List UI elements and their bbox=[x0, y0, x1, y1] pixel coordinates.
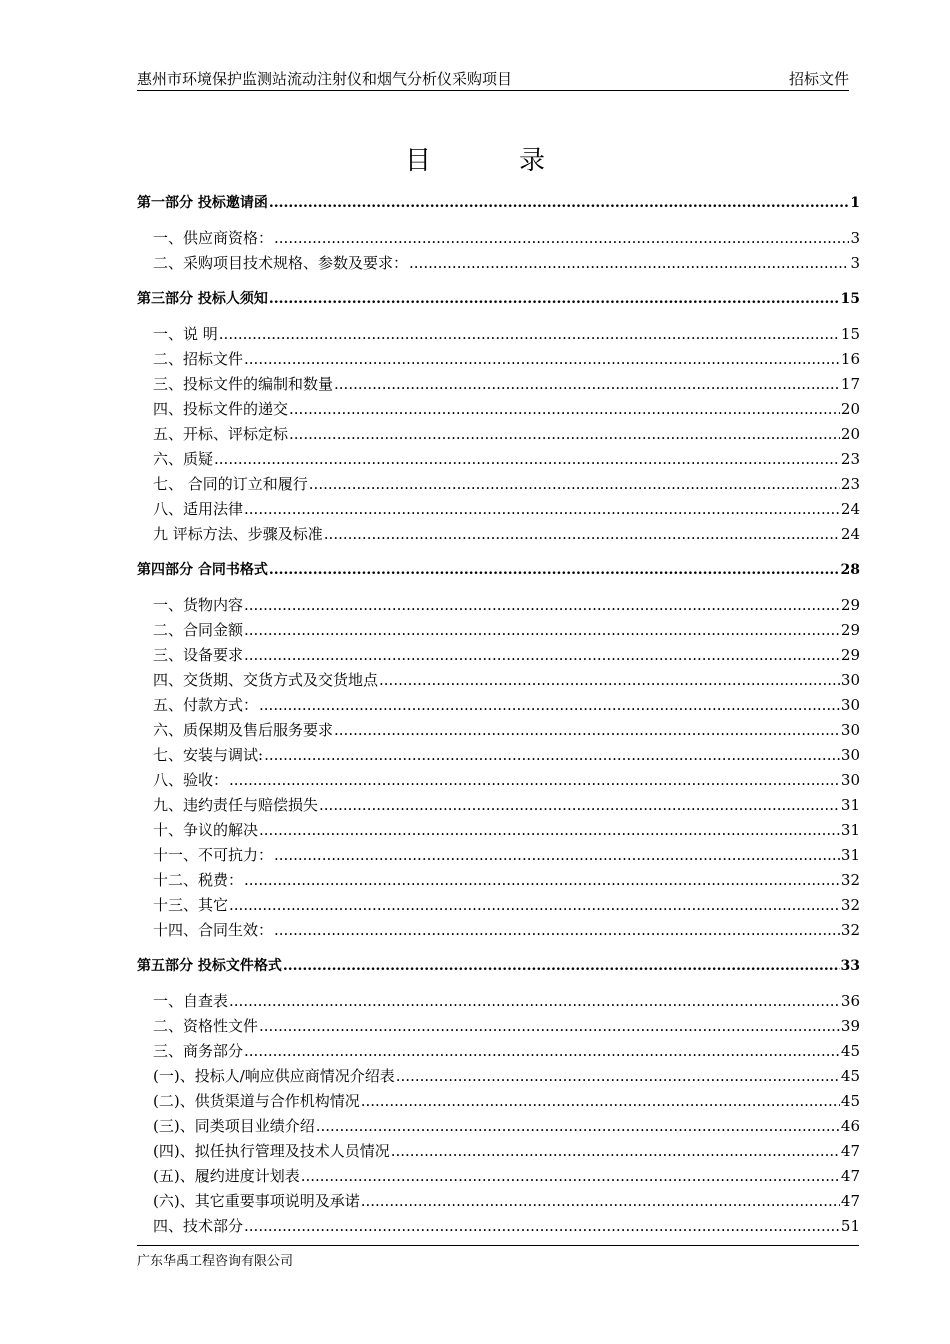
toc-entry[interactable] bbox=[137, 347, 860, 372]
toc-entry-label: 二、资格性文件 bbox=[153, 1017, 259, 1035]
toc-entry[interactable] bbox=[137, 226, 860, 251]
toc-entry[interactable] bbox=[137, 618, 860, 643]
toc-entry[interactable] bbox=[137, 497, 860, 522]
toc-page-number: 47 bbox=[840, 1167, 860, 1185]
toc-leader-dots bbox=[244, 497, 840, 522]
toc-page-number: 15 bbox=[840, 325, 860, 343]
toc-entry[interactable] bbox=[137, 1114, 860, 1139]
toc-part-entry[interactable] bbox=[137, 288, 860, 310]
toc-page-number: 29 bbox=[840, 646, 860, 664]
toc-entry-label: 十一、不可抗力： bbox=[153, 846, 274, 864]
toc-entry[interactable] bbox=[137, 643, 860, 668]
toc-entry-label: 四、技术部分 bbox=[153, 1217, 244, 1235]
toc-entry[interactable] bbox=[137, 918, 860, 943]
toc-leader-dots bbox=[259, 693, 840, 718]
toc-entry[interactable] bbox=[137, 322, 860, 347]
toc-leader-dots bbox=[269, 192, 849, 214]
table-of-contents bbox=[137, 192, 860, 1239]
toc-page-number: 3 bbox=[850, 229, 860, 247]
toc-entry-label: (五)、履约进度计划表 bbox=[153, 1167, 300, 1185]
toc-page-number: 31 bbox=[840, 796, 860, 814]
toc-page-number: 28 bbox=[840, 562, 860, 578]
toc-entry-label: 八、适用法律 bbox=[153, 500, 244, 518]
toc-entry-label: 一、供应商资格： bbox=[153, 229, 274, 247]
toc-entry-label: 二、招标文件 bbox=[153, 350, 244, 368]
toc-page-number: 30 bbox=[840, 696, 860, 714]
toc-page-number: 32 bbox=[840, 921, 860, 939]
toc-leader-dots bbox=[229, 989, 840, 1014]
toc-entry[interactable] bbox=[137, 522, 860, 547]
page-header bbox=[137, 68, 849, 91]
toc-entry-label: 六、质保期及售后服务要求 bbox=[153, 721, 334, 739]
toc-entry[interactable] bbox=[137, 1089, 860, 1114]
toc-leader-dots bbox=[274, 918, 840, 943]
toc-entry-label: 三、设备要求 bbox=[153, 646, 244, 664]
toc-leader-dots bbox=[219, 322, 840, 347]
toc-page-number: 3 bbox=[850, 254, 860, 272]
toc-page-number: 29 bbox=[840, 621, 860, 639]
toc-entry-label: 十四、合同生效： bbox=[153, 921, 274, 939]
toc-entry[interactable] bbox=[137, 868, 860, 893]
toc-leader-dots bbox=[259, 818, 840, 843]
toc-entry-label: 一、说 明 bbox=[153, 325, 218, 343]
toc-page-number: 1 bbox=[850, 195, 860, 211]
header-project-title: 惠州市环境保护监测站流动注射仪和烟气分析仪采购项目 bbox=[137, 70, 513, 88]
toc-leader-dots bbox=[361, 1089, 840, 1114]
toc-page-number: 30 bbox=[840, 746, 860, 764]
toc-entry-label: 七、 合同的订立和履行 bbox=[153, 475, 308, 493]
toc-page-number: 15 bbox=[840, 291, 860, 307]
toc-leader-dots bbox=[229, 768, 840, 793]
toc-entry[interactable] bbox=[137, 372, 860, 397]
toc-leader-dots bbox=[334, 372, 840, 397]
toc-entry-label: 二、采购项目技术规格、参数及要求： bbox=[153, 254, 409, 272]
toc-page-number: 33 bbox=[840, 958, 860, 974]
toc-entry[interactable] bbox=[137, 743, 860, 768]
footer-divider bbox=[137, 1245, 859, 1246]
toc-leader-dots bbox=[229, 893, 840, 918]
toc-entry[interactable] bbox=[137, 793, 860, 818]
toc-leader-dots bbox=[244, 868, 840, 893]
toc-page-number: 31 bbox=[840, 846, 860, 864]
toc-entry-label: (三)、同类项目业绩介绍 bbox=[153, 1117, 315, 1135]
toc-entry-label: (二)、供货渠道与合作机构情况 bbox=[153, 1092, 360, 1110]
toc-leader-dots bbox=[244, 643, 840, 668]
toc-entry[interactable] bbox=[137, 1014, 860, 1039]
toc-entry-label: 一、自查表 bbox=[153, 992, 229, 1010]
toc-page-number: 24 bbox=[840, 500, 860, 518]
header-doc-type: 招标文件 bbox=[788, 70, 849, 88]
toc-entry-label: 七、安装与调试: bbox=[153, 746, 264, 764]
toc-leader-dots bbox=[244, 1214, 840, 1239]
toc-title-char-2: 录 bbox=[519, 146, 546, 176]
toc-entry-label: 五、付款方式： bbox=[153, 696, 259, 714]
toc-leader-dots bbox=[244, 593, 840, 618]
toc-entry[interactable] bbox=[137, 1039, 860, 1064]
toc-leader-dots bbox=[283, 955, 840, 977]
toc-page-number: 51 bbox=[840, 1217, 860, 1235]
toc-page-number: 30 bbox=[840, 771, 860, 789]
toc-entry-label: 三、投标文件的编制和数量 bbox=[153, 375, 334, 393]
toc-leader-dots bbox=[259, 1014, 840, 1039]
toc-entry[interactable] bbox=[137, 843, 860, 868]
toc-leader-dots bbox=[274, 226, 849, 251]
toc-entry-label: (一)、投标人/响应供应商情况介绍表 bbox=[153, 1067, 395, 1085]
toc-entry-label: 八、验收： bbox=[153, 771, 229, 789]
toc-leader-dots bbox=[289, 397, 840, 422]
toc-leader-dots bbox=[379, 668, 840, 693]
toc-entry[interactable] bbox=[137, 668, 860, 693]
toc-page-number: 47 bbox=[840, 1142, 860, 1160]
toc-leader-dots bbox=[289, 422, 840, 447]
toc-entry-label: 第四部分 合同书格式 bbox=[137, 562, 268, 578]
toc-page-number: 16 bbox=[840, 350, 860, 368]
toc-page-number: 47 bbox=[840, 1192, 860, 1210]
toc-entry-label: 三、商务部分 bbox=[153, 1042, 244, 1060]
toc-leader-dots bbox=[316, 1114, 840, 1139]
toc-entry-label: 四、交货期、交货方式及交货地点 bbox=[153, 671, 379, 689]
toc-page-number: 23 bbox=[840, 450, 860, 468]
toc-entry[interactable] bbox=[137, 693, 860, 718]
toc-entry[interactable] bbox=[137, 989, 860, 1014]
toc-leader-dots bbox=[319, 793, 840, 818]
toc-entry-label: 十二、税费： bbox=[153, 871, 244, 889]
toc-part-entry[interactable] bbox=[137, 955, 860, 977]
toc-leader-dots bbox=[391, 1139, 840, 1164]
toc-entry-label: 九 评标方法、步骤及标准 bbox=[153, 525, 323, 543]
toc-page-number: 24 bbox=[840, 525, 860, 543]
toc-page-number: 30 bbox=[840, 671, 860, 689]
toc-entry-label: 五、开标、评标定标 bbox=[153, 425, 289, 443]
toc-leader-dots bbox=[301, 1164, 840, 1189]
toc-leader-dots bbox=[244, 347, 840, 372]
toc-leader-dots bbox=[334, 718, 840, 743]
toc-page-number: 20 bbox=[840, 400, 860, 418]
toc-leader-dots bbox=[244, 618, 840, 643]
toc-entry[interactable] bbox=[137, 1064, 860, 1089]
toc-entry[interactable] bbox=[137, 1189, 860, 1214]
toc-entry[interactable] bbox=[137, 893, 860, 918]
toc-entry-label: 九、违约责任与赔偿损失 bbox=[153, 796, 319, 814]
toc-entry-label: 六、质疑 bbox=[153, 450, 214, 468]
toc-entry-label: 第一部分 投标邀请函 bbox=[137, 195, 268, 211]
toc-leader-dots bbox=[396, 1064, 840, 1089]
toc-title-char-1: 目 bbox=[404, 146, 431, 176]
toc-entry[interactable] bbox=[137, 422, 860, 447]
toc-leader-dots bbox=[409, 251, 849, 276]
toc-entry[interactable] bbox=[137, 593, 860, 618]
toc-leader-dots bbox=[274, 843, 840, 868]
toc-entry[interactable] bbox=[137, 251, 860, 276]
toc-page-number: 45 bbox=[840, 1067, 860, 1085]
toc-entry-label: (四)、拟任执行管理及技术人员情况 bbox=[153, 1142, 390, 1160]
toc-page-number: 46 bbox=[840, 1117, 860, 1135]
toc-entry[interactable] bbox=[137, 818, 860, 843]
toc-entry-label: (六)、其它重要事项说明及承诺 bbox=[153, 1192, 360, 1210]
toc-page-number: 32 bbox=[840, 896, 860, 914]
toc-page-number: 23 bbox=[840, 475, 860, 493]
toc-page-number: 32 bbox=[840, 871, 860, 889]
toc-page-number: 20 bbox=[840, 425, 860, 443]
toc-page-number: 45 bbox=[840, 1042, 860, 1060]
toc-leader-dots bbox=[244, 1039, 840, 1064]
toc-leader-dots bbox=[309, 472, 840, 497]
toc-leader-dots bbox=[264, 743, 840, 768]
toc-entry[interactable] bbox=[137, 397, 860, 422]
toc-page-number: 17 bbox=[840, 375, 860, 393]
toc-entry[interactable] bbox=[137, 472, 860, 497]
toc-page-number: 39 bbox=[840, 1017, 860, 1035]
toc-entry-label: 第三部分 投标人须知 bbox=[137, 291, 268, 307]
toc-part-entry[interactable] bbox=[137, 192, 860, 214]
toc-entry[interactable] bbox=[137, 1214, 860, 1239]
toc-page-number: 31 bbox=[840, 821, 860, 839]
toc-entry-label: 十三、其它 bbox=[153, 896, 229, 914]
toc-page-number: 30 bbox=[840, 721, 860, 739]
toc-entry-label: 四、投标文件的递交 bbox=[153, 400, 289, 418]
toc-leader-dots bbox=[269, 559, 840, 581]
toc-entry[interactable] bbox=[137, 1139, 860, 1164]
toc-entry[interactable] bbox=[137, 1164, 860, 1189]
toc-entry-label: 二、合同金额 bbox=[153, 621, 244, 639]
toc-entry[interactable] bbox=[137, 718, 860, 743]
toc-title bbox=[0, 140, 950, 177]
toc-leader-dots bbox=[269, 288, 840, 310]
toc-entry-label: 十、争议的解决 bbox=[153, 821, 259, 839]
toc-entry[interactable] bbox=[137, 447, 860, 472]
toc-page-number: 36 bbox=[840, 992, 860, 1010]
footer-company: 广东华禹工程咨询有限公司 bbox=[137, 1254, 294, 1269]
toc-entry-label: 一、货物内容 bbox=[153, 596, 244, 614]
toc-page-number: 29 bbox=[840, 596, 860, 614]
toc-entry-label: 第五部分 投标文件格式 bbox=[137, 958, 282, 974]
toc-part-entry[interactable] bbox=[137, 559, 860, 581]
toc-entry[interactable] bbox=[137, 768, 860, 793]
toc-page-number: 45 bbox=[840, 1092, 860, 1110]
toc-leader-dots bbox=[214, 447, 840, 472]
toc-leader-dots bbox=[361, 1189, 840, 1214]
toc-leader-dots bbox=[324, 522, 840, 547]
